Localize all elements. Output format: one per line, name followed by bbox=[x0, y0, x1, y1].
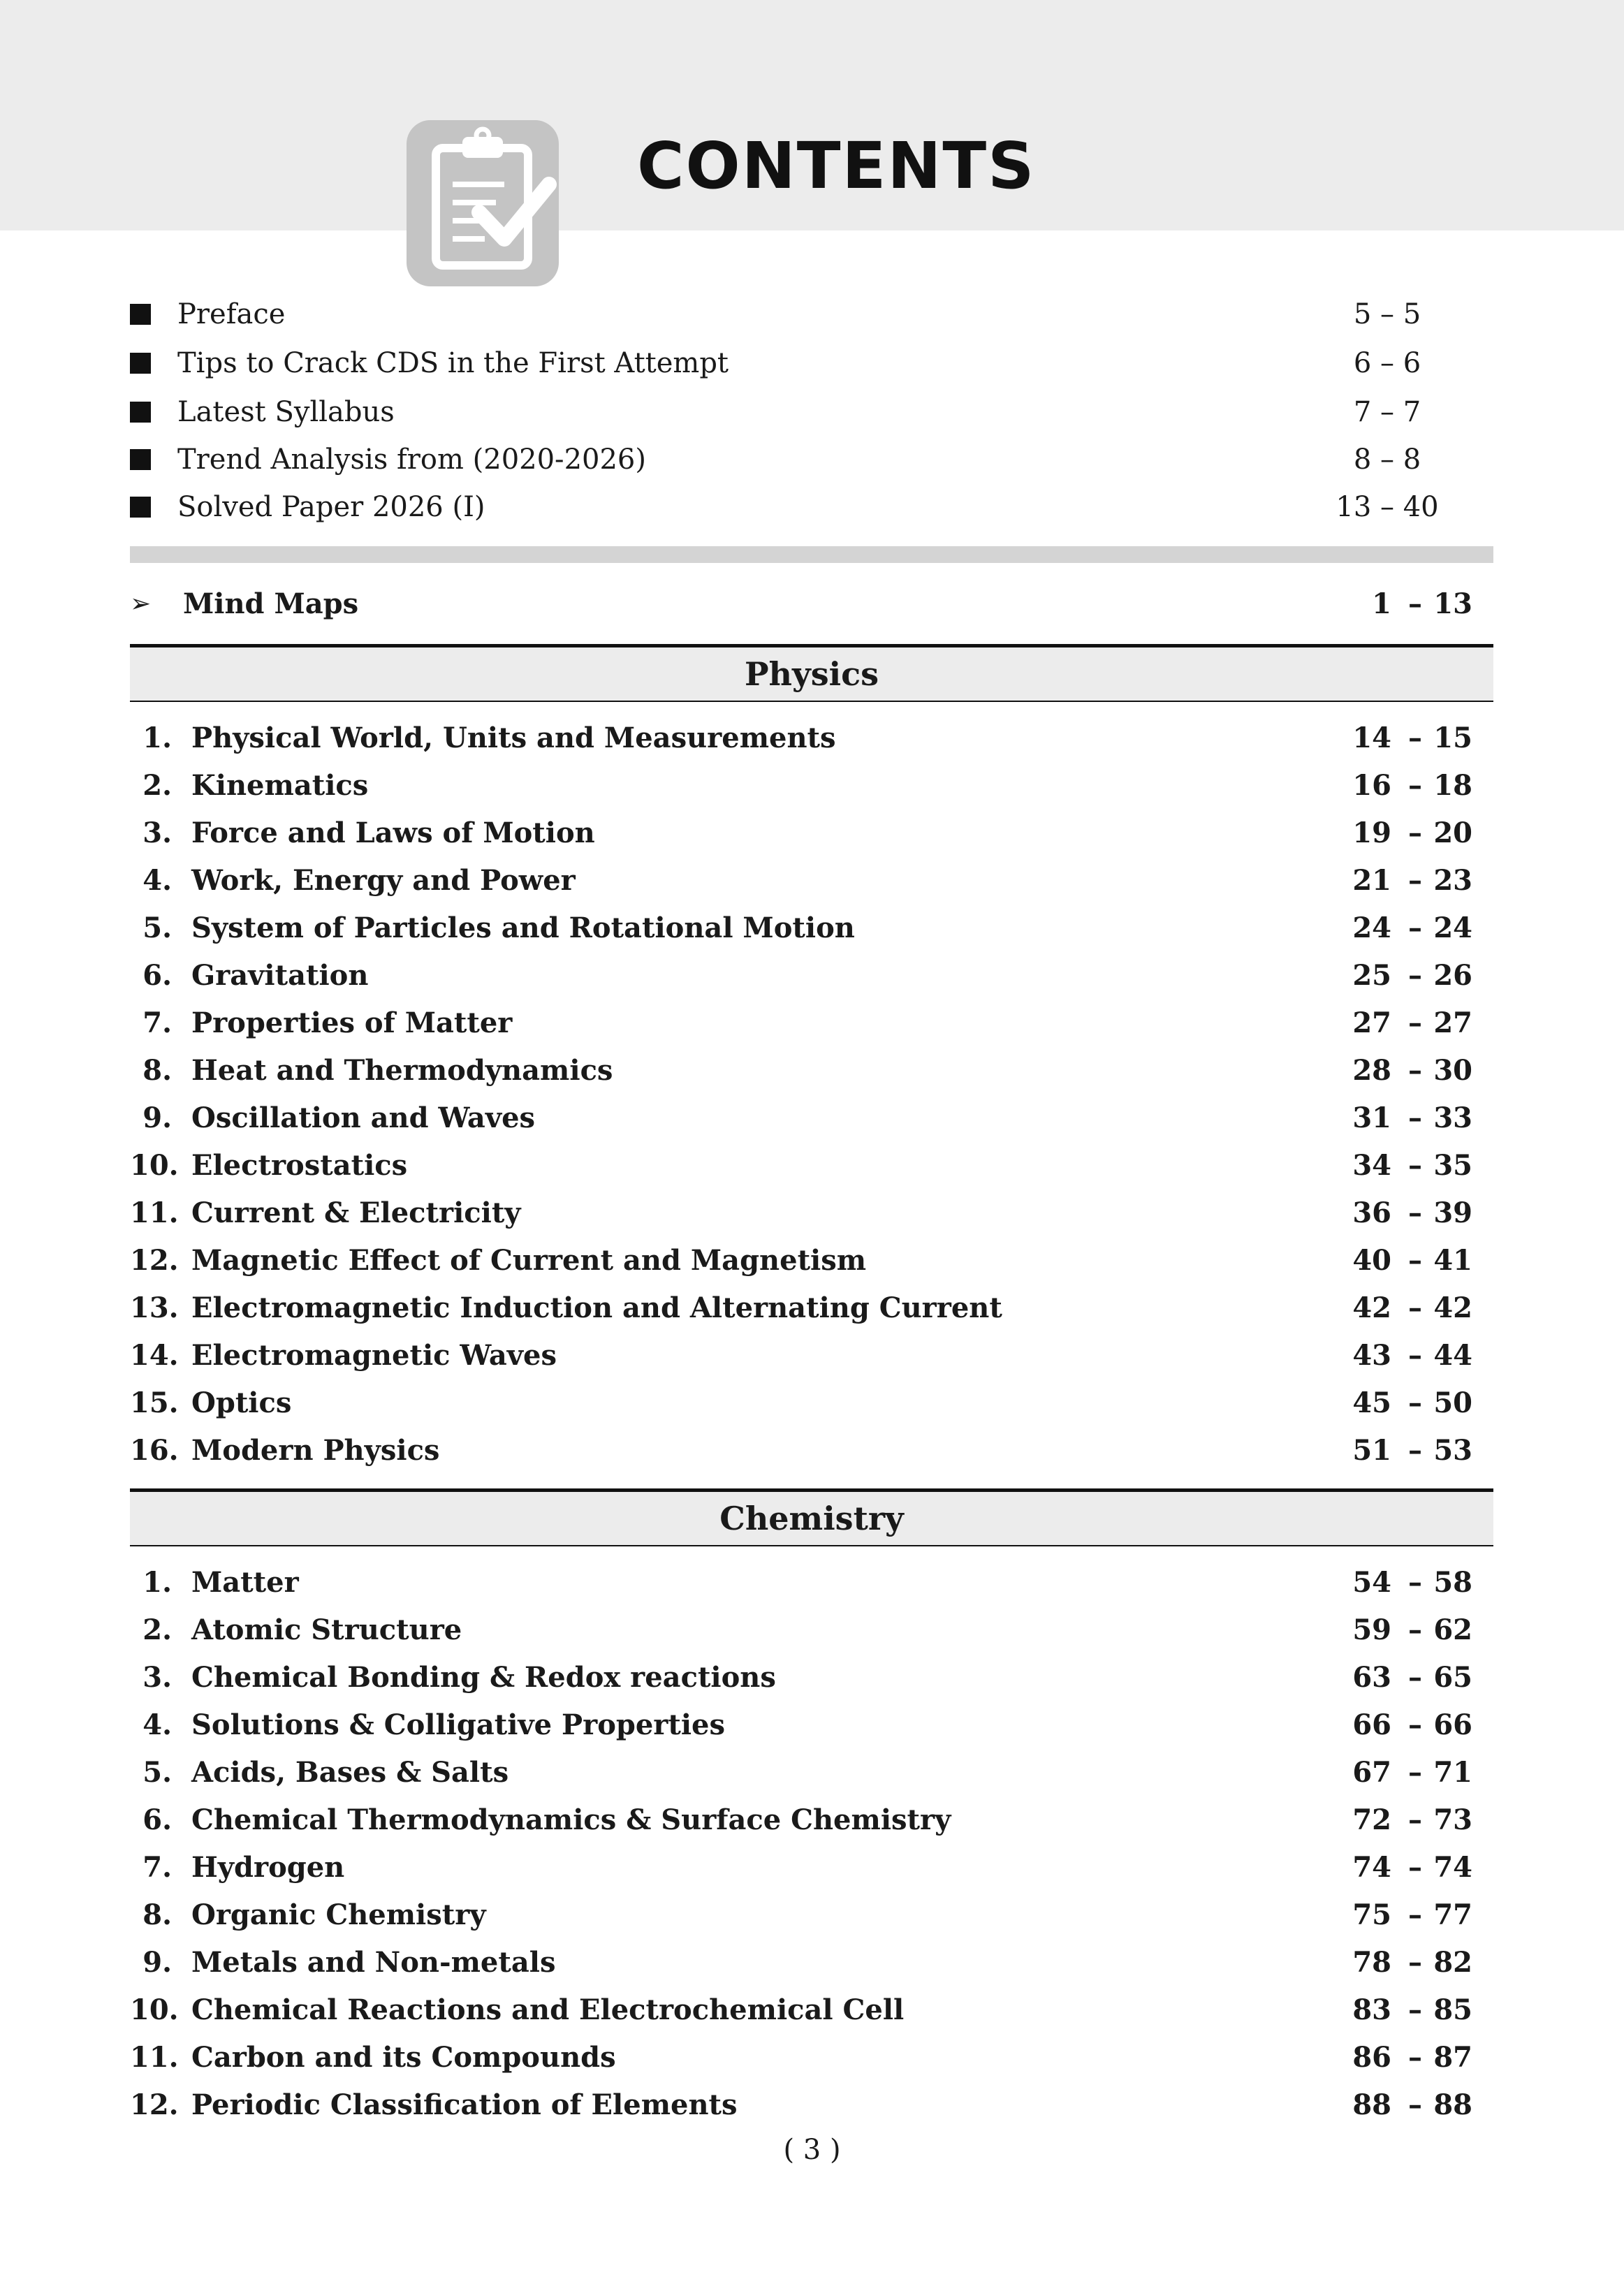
square-bullet-icon bbox=[130, 497, 151, 518]
page-title: CONTENTS bbox=[637, 129, 1036, 203]
page-end: 73 bbox=[1433, 1803, 1472, 1836]
page-start: 25 bbox=[1352, 959, 1391, 992]
chapter-title: Work, Energy and Power bbox=[191, 864, 576, 897]
page-end: 35 bbox=[1433, 1149, 1472, 1182]
page-start: 21 bbox=[1352, 864, 1391, 897]
chapter-row[interactable] bbox=[130, 1987, 1472, 2033]
prelim-item[interactable] bbox=[130, 293, 1457, 335]
chapter-number: 8. bbox=[142, 1898, 172, 1931]
chapter-title: Periodic Classification of Elements bbox=[191, 2088, 738, 2121]
page-start: 34 bbox=[1352, 1149, 1391, 1182]
chapter-number: 7. bbox=[142, 1006, 172, 1039]
prelim-item[interactable] bbox=[130, 342, 1457, 384]
chapter-row[interactable] bbox=[130, 2082, 1472, 2128]
chapter-row[interactable] bbox=[130, 1048, 1472, 1094]
page-dash: – bbox=[1408, 1851, 1422, 1884]
page-start: 24 bbox=[1352, 912, 1391, 944]
page-start: 16 bbox=[1352, 769, 1391, 802]
page-end: 24 bbox=[1433, 912, 1472, 944]
page-start: 42 bbox=[1352, 1291, 1391, 1324]
chapter-row[interactable] bbox=[130, 1892, 1472, 1938]
chapter-row[interactable] bbox=[130, 2035, 1472, 2081]
page-number: ( 3 ) bbox=[783, 2134, 841, 2166]
page-start: 43 bbox=[1352, 1339, 1391, 1372]
chapter-number: 9. bbox=[142, 1101, 172, 1134]
page-end: 62 bbox=[1433, 1613, 1472, 1646]
chapter-title: Hydrogen bbox=[191, 1851, 345, 1884]
prelim-item[interactable] bbox=[130, 486, 1457, 528]
page-dash: – bbox=[1408, 1006, 1422, 1039]
chapter-row[interactable] bbox=[130, 1655, 1472, 1701]
square-bullet-icon bbox=[130, 402, 151, 423]
chapter-title: Oscillation and Waves bbox=[191, 1101, 536, 1134]
chapter-title: Organic Chemistry bbox=[191, 1898, 486, 1931]
chapter-number: 6. bbox=[142, 1803, 172, 1836]
chapter-number: 6. bbox=[142, 959, 172, 992]
page-dash: – bbox=[1408, 1946, 1422, 1979]
chapter-title: Chemical Thermodynamics & Surface Chemistry bbox=[191, 1803, 951, 1836]
page-dash: – bbox=[1408, 1339, 1422, 1372]
prelim-label: Preface bbox=[177, 298, 286, 330]
section-header: Physics bbox=[130, 644, 1493, 702]
page-start: 14 bbox=[1352, 722, 1391, 754]
chapter-row[interactable] bbox=[130, 1190, 1472, 1236]
page-dash: – bbox=[1408, 817, 1422, 849]
page-dash: – bbox=[1408, 769, 1422, 802]
chapter-number: 16. bbox=[130, 1434, 179, 1467]
page-end: 26 bbox=[1433, 959, 1472, 992]
square-bullet-icon bbox=[130, 449, 151, 470]
prelim-pages: 13 – 40 bbox=[1336, 491, 1439, 523]
page-end: 33 bbox=[1433, 1101, 1472, 1134]
chapter-row[interactable] bbox=[130, 763, 1472, 809]
chapter-row[interactable] bbox=[130, 1702, 1472, 1748]
page-start: 66 bbox=[1352, 1708, 1391, 1741]
chapter-title: Atomic Structure bbox=[191, 1613, 462, 1646]
prelim-pages: 6 – 6 bbox=[1353, 347, 1421, 379]
page-start: 51 bbox=[1352, 1434, 1391, 1467]
page-dash: – bbox=[1408, 1149, 1422, 1182]
page-end: 82 bbox=[1433, 1946, 1472, 1979]
page-end: 15 bbox=[1433, 722, 1472, 754]
page-dash: – bbox=[1408, 1434, 1422, 1467]
page-start: 74 bbox=[1352, 1851, 1391, 1884]
chapter-number: 11. bbox=[130, 1196, 179, 1229]
chapter-number: 12. bbox=[130, 2088, 179, 2121]
page-end: 42 bbox=[1433, 1291, 1472, 1324]
page-end: 77 bbox=[1433, 1898, 1472, 1931]
chapter-title: Electromagnetic Induction and Alternating Current bbox=[191, 1291, 1002, 1324]
page-end: 66 bbox=[1433, 1708, 1472, 1741]
chapter-number: 1. bbox=[142, 722, 172, 754]
page-end: 18 bbox=[1433, 769, 1472, 802]
page-dash: – bbox=[1408, 1708, 1422, 1741]
page-start: 27 bbox=[1352, 1006, 1391, 1039]
chapter-number: 4. bbox=[142, 1708, 172, 1741]
page-end: 27 bbox=[1433, 1006, 1472, 1039]
page-start: 78 bbox=[1352, 1946, 1391, 1979]
chapter-row[interactable] bbox=[130, 1428, 1472, 1474]
chapter-row[interactable] bbox=[130, 1607, 1472, 1653]
page-start: 40 bbox=[1352, 1244, 1391, 1277]
chapter-row[interactable] bbox=[130, 1750, 1472, 1796]
prelim-item[interactable] bbox=[130, 391, 1457, 433]
chapter-title: Current & Electricity bbox=[191, 1196, 521, 1229]
square-bullet-icon bbox=[130, 304, 151, 325]
chapter-title: Carbon and its Compounds bbox=[191, 2041, 616, 2074]
chapter-number: 15. bbox=[130, 1386, 179, 1419]
page-start: 72 bbox=[1352, 1803, 1391, 1836]
page-start: 1 bbox=[1372, 587, 1391, 620]
chapter-title: Electrostatics bbox=[191, 1149, 408, 1182]
page-end: 74 bbox=[1433, 1851, 1472, 1884]
chapter-row[interactable] bbox=[130, 715, 1472, 761]
chapter-row[interactable] bbox=[130, 1143, 1472, 1189]
chapter-number: 13. bbox=[130, 1291, 179, 1324]
chapter-number: 5. bbox=[142, 1756, 172, 1789]
page-end: 30 bbox=[1433, 1054, 1472, 1087]
page-start: 31 bbox=[1352, 1101, 1391, 1134]
chapter-number: 8. bbox=[142, 1054, 172, 1087]
prelim-label: Latest Syllabus bbox=[177, 396, 395, 428]
chapter-row[interactable] bbox=[130, 1333, 1472, 1379]
page-end: 53 bbox=[1433, 1434, 1472, 1467]
chapter-number: 7. bbox=[142, 1851, 172, 1884]
chapter-row[interactable] bbox=[130, 1940, 1472, 1986]
page-dash: – bbox=[1408, 1613, 1422, 1646]
prelim-pages: 8 – 8 bbox=[1353, 444, 1421, 476]
page-dash: – bbox=[1408, 722, 1422, 754]
chapter-title: Electromagnetic Waves bbox=[191, 1339, 557, 1372]
page-end: 50 bbox=[1433, 1386, 1472, 1419]
chapter-title: Physical World, Units and Measurements bbox=[191, 722, 836, 754]
chapter-title: Matter bbox=[191, 1566, 299, 1599]
chapter-row[interactable] bbox=[130, 810, 1472, 856]
prelim-label: Trend Analysis from (2020-2026) bbox=[177, 444, 646, 476]
page-end: 71 bbox=[1433, 1756, 1472, 1789]
chapter-number: 9. bbox=[142, 1946, 172, 1979]
chapter-number: 2. bbox=[142, 1613, 172, 1646]
page-end: 23 bbox=[1433, 864, 1472, 897]
page-start: 75 bbox=[1352, 1898, 1391, 1931]
chapter-row[interactable] bbox=[130, 1560, 1472, 1606]
chapter-number: 3. bbox=[142, 817, 172, 849]
chapter-number: 14. bbox=[130, 1339, 179, 1372]
chapter-number: 5. bbox=[142, 912, 172, 944]
mind-maps-row[interactable] bbox=[130, 581, 1472, 627]
chapter-number: 1. bbox=[142, 1566, 172, 1599]
prelim-pages: 5 – 5 bbox=[1353, 298, 1421, 330]
chapter-row[interactable] bbox=[130, 1845, 1472, 1891]
page-start: 83 bbox=[1352, 1993, 1391, 2026]
page-end: 39 bbox=[1433, 1196, 1472, 1229]
section-header: Chemistry bbox=[130, 1488, 1493, 1546]
chapter-title: Metals and Non-metals bbox=[191, 1946, 556, 1979]
chapter-row[interactable] bbox=[130, 1095, 1472, 1141]
prelim-item[interactable] bbox=[130, 439, 1457, 481]
chapter-title: System of Particles and Rotational Motion bbox=[191, 912, 855, 944]
page-end: 20 bbox=[1433, 817, 1472, 849]
page-dash: – bbox=[1408, 587, 1422, 620]
chapter-number: 4. bbox=[142, 864, 172, 897]
page-start: 28 bbox=[1352, 1054, 1391, 1087]
page-end: 58 bbox=[1433, 1566, 1472, 1599]
page-dash: – bbox=[1408, 1386, 1422, 1419]
chapter-title: Mind Maps bbox=[183, 587, 359, 620]
page-end: 87 bbox=[1433, 2041, 1472, 2074]
chapter-row[interactable] bbox=[130, 1285, 1472, 1331]
prelim-label: Solved Paper 2026 (I) bbox=[177, 491, 485, 523]
page-dash: – bbox=[1408, 1756, 1422, 1789]
page-end: 44 bbox=[1433, 1339, 1472, 1372]
chapter-title: Optics bbox=[191, 1386, 292, 1419]
chapter-title: Chemical Reactions and Electrochemical Cell bbox=[191, 1993, 905, 2026]
prelim-pages: 7 – 7 bbox=[1353, 396, 1421, 428]
page-start: 19 bbox=[1352, 817, 1391, 849]
page-end: 13 bbox=[1433, 587, 1472, 620]
chapter-row[interactable] bbox=[130, 953, 1472, 999]
page-dash: – bbox=[1408, 1054, 1422, 1087]
page-dash: – bbox=[1408, 959, 1422, 992]
page-dash: – bbox=[1408, 2088, 1422, 2121]
page-end: 65 bbox=[1433, 1661, 1472, 1694]
page-end: 41 bbox=[1433, 1244, 1472, 1277]
page-dash: – bbox=[1408, 1291, 1422, 1324]
page-dash: – bbox=[1408, 1993, 1422, 2026]
page-start: 59 bbox=[1352, 1613, 1391, 1646]
page-start: 36 bbox=[1352, 1196, 1391, 1229]
chapter-row[interactable] bbox=[130, 1797, 1472, 1843]
chapter-title: Gravitation bbox=[191, 959, 369, 992]
page-dash: – bbox=[1408, 912, 1422, 944]
square-bullet-icon bbox=[130, 353, 151, 374]
chapter-row[interactable] bbox=[130, 1238, 1472, 1284]
chapter-title: Heat and Thermodynamics bbox=[191, 1054, 613, 1087]
chapter-row[interactable] bbox=[130, 1380, 1472, 1426]
page-start: 45 bbox=[1352, 1386, 1391, 1419]
page-dash: – bbox=[1408, 1244, 1422, 1277]
chapter-row[interactable] bbox=[130, 905, 1472, 951]
page-start: 86 bbox=[1352, 2041, 1391, 2074]
page-dash: – bbox=[1408, 1803, 1422, 1836]
prelim-label: Tips to Crack CDS in the First Attempt bbox=[177, 347, 729, 379]
chapter-number: 12. bbox=[130, 1244, 179, 1277]
chapter-number: 10. bbox=[130, 1993, 179, 2026]
chapter-title: Acids, Bases & Salts bbox=[191, 1756, 509, 1789]
page-dash: – bbox=[1408, 864, 1422, 897]
arrow-marker: ➢ bbox=[130, 590, 152, 618]
chapter-number: 11. bbox=[130, 2041, 179, 2074]
chapter-row[interactable] bbox=[130, 858, 1472, 904]
page-dash: – bbox=[1408, 1566, 1422, 1599]
page-dash: – bbox=[1408, 1898, 1422, 1931]
chapter-title: Kinematics bbox=[191, 769, 369, 802]
clipboard-check-icon bbox=[407, 120, 559, 286]
page-dash: – bbox=[1408, 1196, 1422, 1229]
chapter-title: Solutions & Colligative Properties bbox=[191, 1708, 726, 1741]
chapter-title: Properties of Matter bbox=[191, 1006, 513, 1039]
chapter-row[interactable] bbox=[130, 1000, 1472, 1046]
page-start: 63 bbox=[1352, 1661, 1391, 1694]
chapter-title: Force and Laws of Motion bbox=[191, 817, 595, 849]
chapter-title: Chemical Bonding & Redox reactions bbox=[191, 1661, 776, 1694]
page-end: 88 bbox=[1433, 2088, 1472, 2121]
page-end: 85 bbox=[1433, 1993, 1472, 2026]
chapter-number: 3. bbox=[142, 1661, 172, 1694]
page-start: 88 bbox=[1352, 2088, 1391, 2121]
page-start: 54 bbox=[1352, 1566, 1391, 1599]
chapter-number: 2. bbox=[142, 769, 172, 802]
separator-bar bbox=[130, 546, 1493, 563]
page-dash: – bbox=[1408, 1661, 1422, 1694]
page-dash: – bbox=[1408, 2041, 1422, 2074]
chapter-title: Magnetic Effect of Current and Magnetism bbox=[191, 1244, 867, 1277]
page-dash: – bbox=[1408, 1101, 1422, 1134]
page-start: 67 bbox=[1352, 1756, 1391, 1789]
chapter-number: 10. bbox=[130, 1149, 179, 1182]
chapter-title: Modern Physics bbox=[191, 1434, 440, 1467]
